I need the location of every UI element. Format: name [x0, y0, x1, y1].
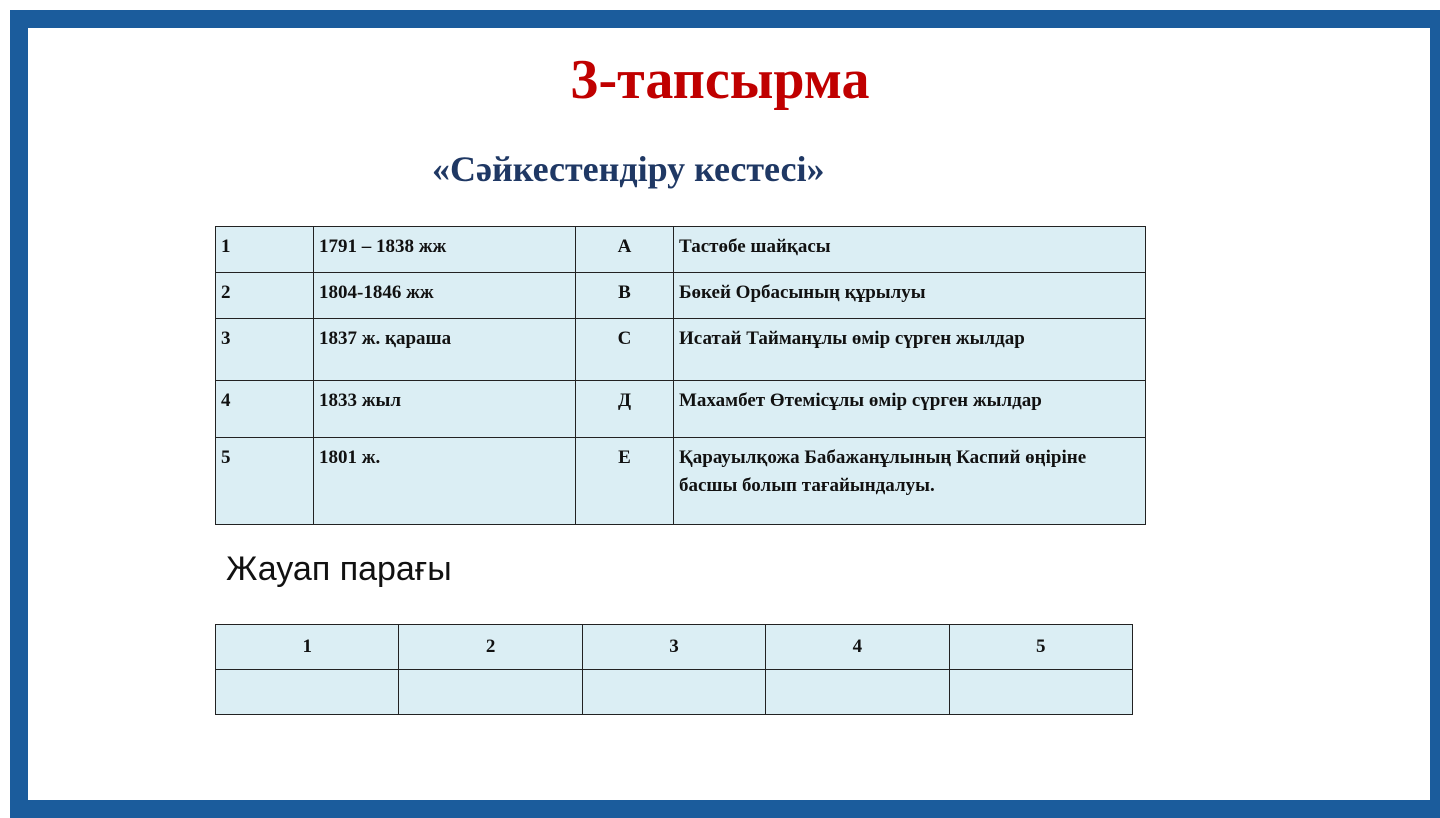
table-row	[216, 273, 1146, 319]
row-letter: В	[576, 273, 674, 319]
row-letter: Д	[576, 381, 674, 438]
row-date: 1833 жыл	[314, 381, 576, 438]
row-letter: Е	[576, 438, 674, 525]
answer-cell[interactable]	[949, 670, 1132, 715]
answer-cell[interactable]	[399, 670, 582, 715]
row-number: 2	[216, 273, 314, 319]
row-letter: А	[576, 227, 674, 273]
answer-header: 3	[582, 625, 765, 670]
row-letter: С	[576, 319, 674, 381]
row-date: 1804-1846 жж	[314, 273, 576, 319]
matching-table	[215, 226, 1146, 525]
row-event: Махамбет Өтемісұлы өмір сүрген жылдар	[674, 381, 1146, 438]
row-date: 1837 ж. қараша	[314, 319, 576, 381]
answer-header: 2	[399, 625, 582, 670]
answer-row	[216, 670, 1133, 715]
answer-cell[interactable]	[766, 670, 949, 715]
row-date: 1791 – 1838 жж	[314, 227, 576, 273]
answer-cell[interactable]	[216, 670, 399, 715]
row-number: 1	[216, 227, 314, 273]
answer-header: 5	[949, 625, 1132, 670]
row-number: 3	[216, 319, 314, 381]
table-row	[216, 319, 1146, 381]
table-row	[216, 381, 1146, 438]
row-number: 5	[216, 438, 314, 525]
row-event: Исатай Тайманұлы өмір сүрген жылдар	[674, 319, 1146, 381]
row-event: Қарауылқожа Бабажанұлының Каспий өңіріне басшы болып тағайындалуы.	[674, 438, 1146, 525]
table-row	[216, 438, 1146, 525]
slide-title: 3-тапсырма	[570, 49, 870, 111]
answer-table	[215, 624, 1133, 715]
table-row	[216, 227, 1146, 273]
answer-header: 4	[766, 625, 949, 670]
answer-header: 1	[216, 625, 399, 670]
answer-sheet-label: Жауап парағы	[226, 550, 452, 588]
row-number: 4	[216, 381, 314, 438]
row-date: 1801 ж.	[314, 438, 576, 525]
answer-cell[interactable]	[582, 670, 765, 715]
row-event: Бөкей Орбасының құрылуы	[674, 273, 1146, 319]
answer-header-row	[216, 625, 1133, 670]
row-event: Тастөбе шайқасы	[674, 227, 1146, 273]
slide-subtitle: «Сәйкестендіру кестесі»	[432, 149, 825, 189]
